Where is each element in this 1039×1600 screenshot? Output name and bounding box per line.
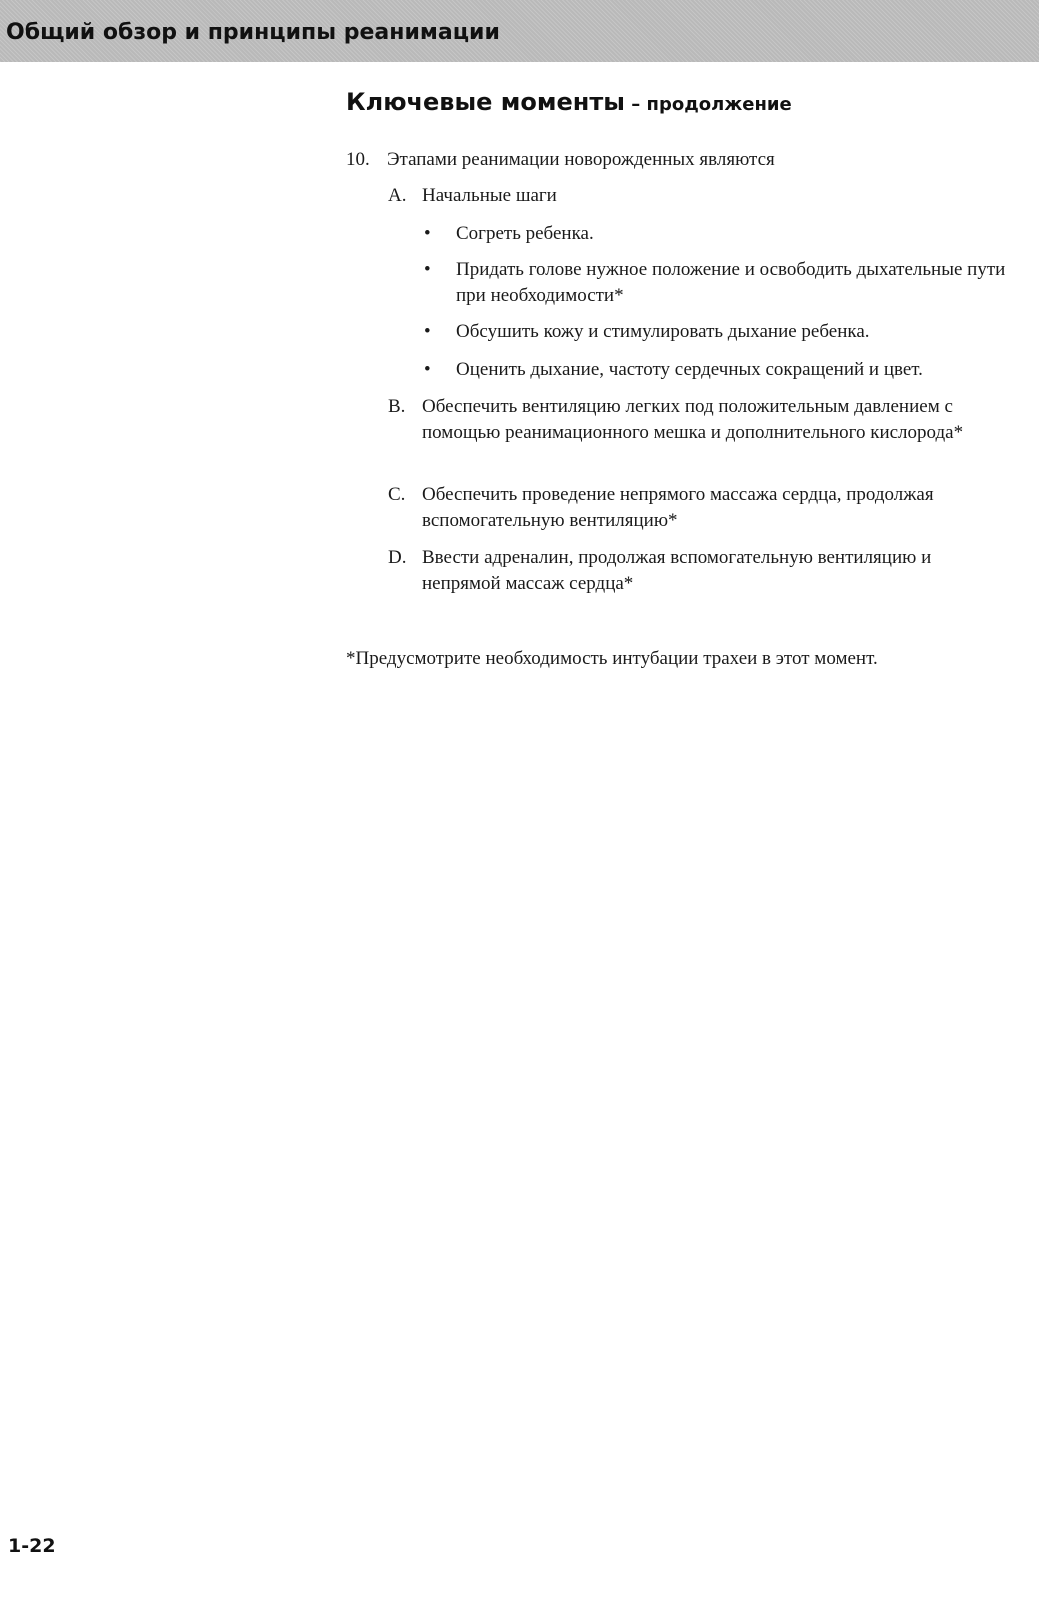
bullet-dot: •: [424, 321, 431, 342]
item-text: Этапами реанимации новорожденных являются: [387, 149, 775, 170]
sub-item-a: [388, 183, 1008, 209]
sub-item-letter: B.: [388, 396, 406, 417]
sub-item-text: Ввести адреналин, продолжая вспомогательную вентиляцию и непрямой массаж сердца*: [422, 547, 932, 594]
page-heading: [346, 88, 792, 116]
item-number: 10.: [346, 149, 370, 170]
section-header-band: [0, 0, 1039, 62]
bullet-item: [424, 257, 1024, 309]
bullet-text: Оценить дыхание, частоту сердечных сокращений и цвет.: [456, 359, 923, 380]
bullet-text: Обсушить кожу и стимулировать дыхание ребенка.: [456, 321, 870, 342]
sub-item-letter: C.: [388, 484, 406, 505]
heading-main: Ключевые моменты: [346, 88, 625, 116]
heading-subtitle: продолжение: [646, 94, 792, 115]
bullet-dot: •: [424, 259, 431, 280]
sub-item-b: [388, 394, 1008, 446]
footnote: *Предусмотрите необходимость интубации трахеи в этот момент.: [346, 648, 878, 669]
sub-item-letter: A.: [388, 185, 407, 206]
bullet-text: Согреть ребенка.: [456, 223, 594, 244]
bullet-item: [424, 319, 1024, 345]
list-item-10: [346, 147, 775, 173]
page-number: 1-22: [8, 1535, 56, 1557]
sub-item-c: [388, 482, 1008, 534]
sub-item-d: [388, 545, 1008, 597]
bullet-item: [424, 221, 1024, 247]
heading-separator: –: [625, 94, 647, 115]
bullet-dot: •: [424, 359, 431, 380]
sub-item-text: Начальные шаги: [422, 185, 557, 206]
bullet-dot: •: [424, 223, 431, 244]
sub-item-text: Обеспечить проведение непрямого массажа сердца, продолжая вспомогательную вентиляцию*: [422, 484, 934, 531]
sub-item-letter: D.: [388, 547, 407, 568]
bullet-item: [424, 357, 1024, 383]
section-title: Общий обзор и принципы реанимации: [6, 20, 500, 45]
sub-item-text: Обеспечить вентиляцию легких под положительным давлением с помощью реанимационного мешка и дополнительного кислорода*: [422, 396, 964, 443]
bullet-text: Придать голове нужное положение и освободить дыхательные пути при необходимости*: [456, 259, 1006, 306]
